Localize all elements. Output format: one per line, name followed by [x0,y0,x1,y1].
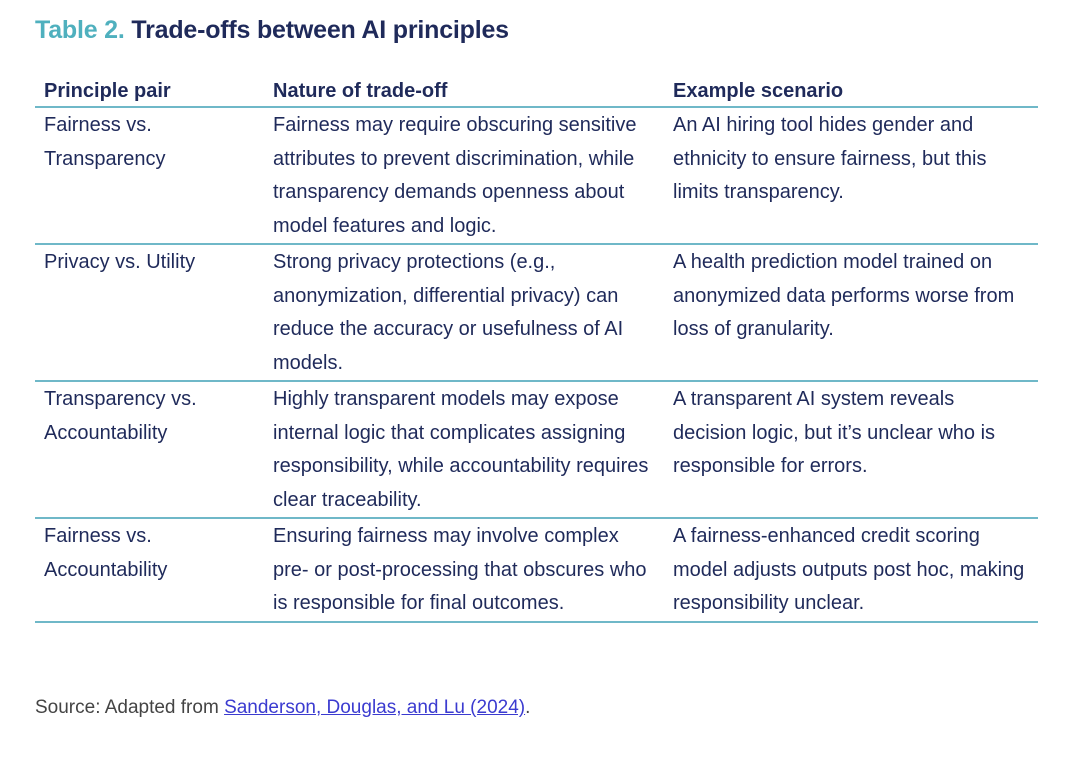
table-row [35,381,1038,518]
source-suffix: . [525,697,531,718]
cell-principle-pair: Fairness vs. Accountability [35,518,264,622]
table-title-text: Trade-offs between AI principles [131,16,509,44]
source-citation-link[interactable]: Sanderson, Douglas, and Lu (2024) [224,697,526,718]
cell-principle-pair: Transparency vs. Accountability [35,381,264,518]
cell-example: An AI hiring tool hides gender and ethnicity to ensure fairness, but this limits transparency. [664,107,1038,244]
table-row [35,107,1038,244]
cell-principle-pair: Privacy vs. Utility [35,244,264,381]
cell-nature: Highly transparent models may expose internal logic that complicates assigning responsibility, while accountability requires clear traceability. [264,381,664,518]
cell-example: A fairness-enhanced credit scoring model adjusts outputs post hoc, making responsibility unclear. [664,518,1038,622]
header-principle-pair: Principle pair [35,74,264,107]
tradeoffs-table [35,74,1038,623]
cell-nature: Ensuring fairness may involve complex pre- or post-processing that obscures who is responsible for final outcomes. [264,518,664,622]
table-title [35,16,509,45]
cell-example: A transparent AI system reveals decision logic, but it’s unclear who is responsible for errors. [664,381,1038,518]
source-note [35,697,530,719]
cell-nature: Strong privacy protections (e.g., anonymization, differential privacy) can reduce the accuracy or usefulness of AI models. [264,244,664,381]
cell-nature: Fairness may require obscuring sensitive attributes to prevent discrimination, while transparency demands openness about model features and logic. [264,107,664,244]
header-example-scenario: Example scenario [664,74,1038,107]
cell-principle-pair: Fairness vs. Transparency [35,107,264,244]
header-nature-of-trade-off: Nature of trade-off [264,74,664,107]
table-header-row [35,74,1038,107]
table-row [35,518,1038,622]
table-row [35,244,1038,381]
source-prefix: Source: Adapted from [35,697,225,718]
table-number: Table 2. [35,16,125,44]
cell-example: A health prediction model trained on anonymized data performs worse from loss of granularity. [664,244,1038,381]
